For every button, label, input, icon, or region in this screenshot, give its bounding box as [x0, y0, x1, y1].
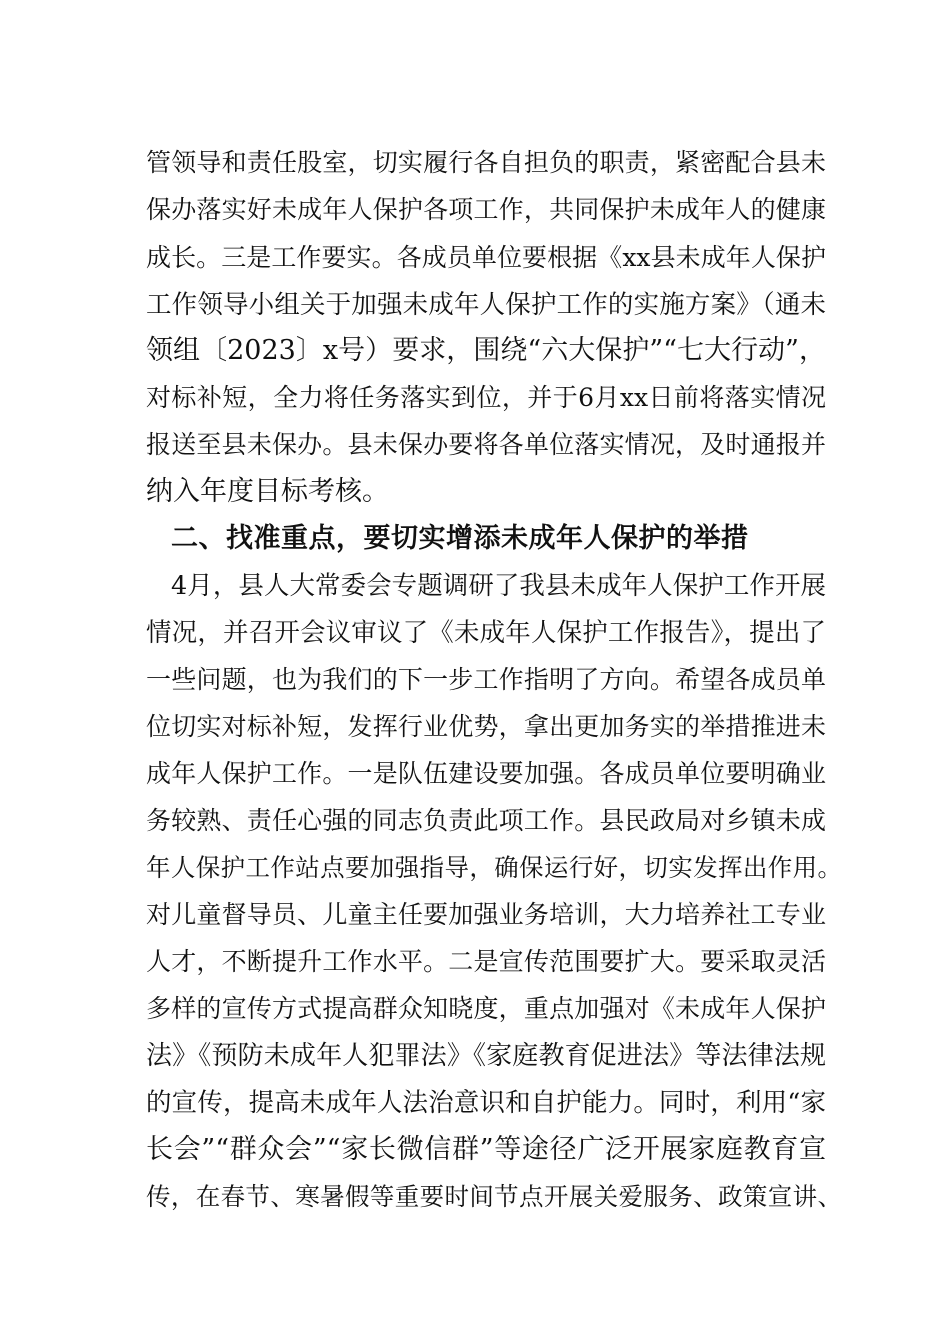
paragraph-line: 人才，不断提升工作水平。二是宣传范围要扩大。要采取灵活 — [146, 947, 826, 976]
paragraph-line: 4月，县人大常委会专题调研了我县未成年人保护工作开展 — [171, 571, 826, 601]
paragraph-line: 保办落实好未成年人保护各项工作，共同保护未成年人的健康 — [146, 195, 826, 224]
paragraph-line: 情况，并召开会议审议了《未成年人保护工作报告》，提出了 — [146, 618, 826, 648]
paragraph-line: 纳入年度目标考核。 — [146, 476, 389, 507]
paragraph-line: 务较熟、责任心强的同志负责此项工作。县民政局对乡镇未成 — [146, 806, 826, 835]
paragraph-line: 报送至县未保办。县未保办要将各单位落实情况，及时通报并 — [146, 430, 826, 459]
paragraph-line: 的宣传，提高未成年人法治意识和自护能力。同时，利用“家 — [146, 1088, 826, 1118]
paragraph-line: 对儿童督导员、儿童主任要加强业务培训，大力培养社工专业 — [146, 900, 826, 929]
paragraph-line: 传，在春节、寒暑假等重要时间节点开展关爱服务、政策宣讲、 — [146, 1182, 842, 1211]
paragraph-line: 管领导和责任股室，切实履行各自担负的职责，紧密配合县未 — [146, 148, 826, 177]
paragraph-line: 对标补短，全力将任务落实到位，并于6月xx日前将落实情况 — [146, 383, 826, 412]
paragraph-line: 成年人保护工作。一是队伍建设要加强。各成员单位要明确业 — [146, 759, 826, 788]
paragraph-line: 多样的宣传方式提高群众知晓度，重点加强对《未成年人保护 — [146, 994, 826, 1023]
paragraph-line: 位切实对标补短，发挥行业优势，拿出更加务实的举措推进未 — [146, 712, 826, 741]
paragraph-line: 成长。三是工作要实。各成员单位要根据《xx县未成年人保护 — [146, 243, 826, 272]
paragraph-line: 领组〔2023〕x号）要求，围绕“六大保护”“七大行动”， — [146, 335, 826, 366]
paragraph-line: 工作领导小组关于加强未成年人保护工作的实施方案》（通未 — [146, 290, 826, 320]
paragraph-line: 法》《预防未成年人犯罪法》《家庭教育促进法》等法律法规 — [146, 1041, 826, 1071]
section-heading: 二、找准重点，要切实增添未成年人保护的举措 — [171, 523, 749, 554]
paragraph-line: 年人保护工作站点要加强指导，确保运行好，切实发挥出作用。 — [146, 853, 842, 882]
paragraph-line: 一些问题，也为我们的下一步工作指明了方向。希望各成员单 — [146, 665, 826, 694]
paragraph-line: 长会”“群众会”“家长微信群”等途径广泛开展家庭教育宣 — [146, 1134, 826, 1165]
